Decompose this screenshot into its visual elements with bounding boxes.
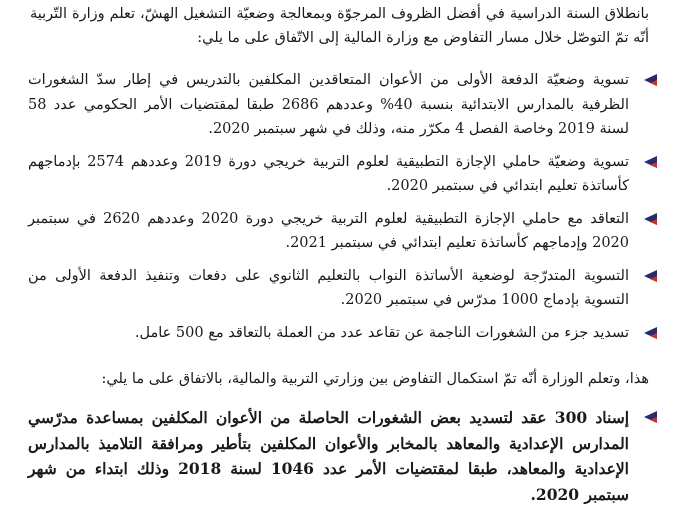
list-item xyxy=(28,405,657,507)
arrow-bullet-icon xyxy=(644,213,657,225)
list-item-text: تسديد جزء من الشغورات الناجمة عن تقاعد عدد من العملة بالتعاقد مع 500 عامل. xyxy=(134,324,629,341)
agreement-list xyxy=(28,68,657,353)
outro-paragraph: هذا، وتعلم الوزارة أنّه تمّ استكمال التفاوض بين وزارتي التربية والمالية، بالاتفاق على ما يلي: xyxy=(101,371,649,387)
list-item-text: إسناد 300 عقد لتسديد بعض الشغورات الحاصلة من الأعوان المكلفين بمساعدة مدرّسي المدارس الإعدادية والمعاهد بالمخابر والأعوان المكلفين بتأطير ومرافقة التلاميذ بالمدارس الإعدادية والمعاهد، طبقا لمقتضيات الأمر عدد 1046 لسنة 2018 وذلك ابتداء من شهر سبتمبر 2020. xyxy=(28,408,630,504)
arrow-bullet-icon xyxy=(644,411,657,423)
list-item-text: التسوية المتدرّجة لوضعية الأساتذة النواب بالتعليم الثانوي على دفعات وتنفيذ الدفعة الأولى من التسوية بإدماج 1000 مدرّس في سبتمبر 2020. xyxy=(28,267,629,308)
arrow-bullet-icon xyxy=(644,270,657,282)
list-item-text: تسوية وضعيّة حاملي الإجازة التطبيقية لعلوم التربية خريجي دورة 2019 وعددهم 2574 بإدماجهم كأساتذة تعليم ابتدائي في سبتمبر 2020. xyxy=(28,153,629,194)
list-item xyxy=(28,68,657,142)
final-agreement-list xyxy=(28,405,657,512)
arrow-bullet-icon xyxy=(644,327,657,339)
list-item xyxy=(28,207,657,256)
list-item xyxy=(28,321,657,346)
intro-paragraph: بانطلاق السنة الدراسية في أفضل الظروف المرجوّة وبمعالجة وضعيّة التشغيل الهشّ، تعلم وزارة التّربية أنّه تمّ التوصّل خلال مسار التفاوض مع وزارة المالية إلى الاتّفاق على ما يلي: xyxy=(30,6,649,46)
list-item xyxy=(28,264,657,313)
list-item-text: تسوية وضعيّة الدفعة الأولى من الأعوان المتعاقدين المكلفين بالتدريس في إطار سدّ الشغورات الظرفية بالمدارس الابتدائية بنسبة 40% وعددهم 2686 طبقا لمقتضيات الأمر الحكومي عدد 58 لسنة 2019 وخاصة الفصل 4 مكرّر منه، وذلك في شهر سبتمبر 2020. xyxy=(28,72,629,137)
arrow-bullet-icon xyxy=(644,156,657,168)
list-item xyxy=(28,150,657,199)
list-item-text: التعاقد مع حاملي الإجازة التطبيقية لعلوم التربية خريجي دورة 2020 وعددهم 2620 في سبتمبر 2020 وإدماجهم كأساتذة تعليم ابتدائي في سبتمبر 2021. xyxy=(28,210,629,251)
arrow-bullet-icon xyxy=(644,74,657,86)
